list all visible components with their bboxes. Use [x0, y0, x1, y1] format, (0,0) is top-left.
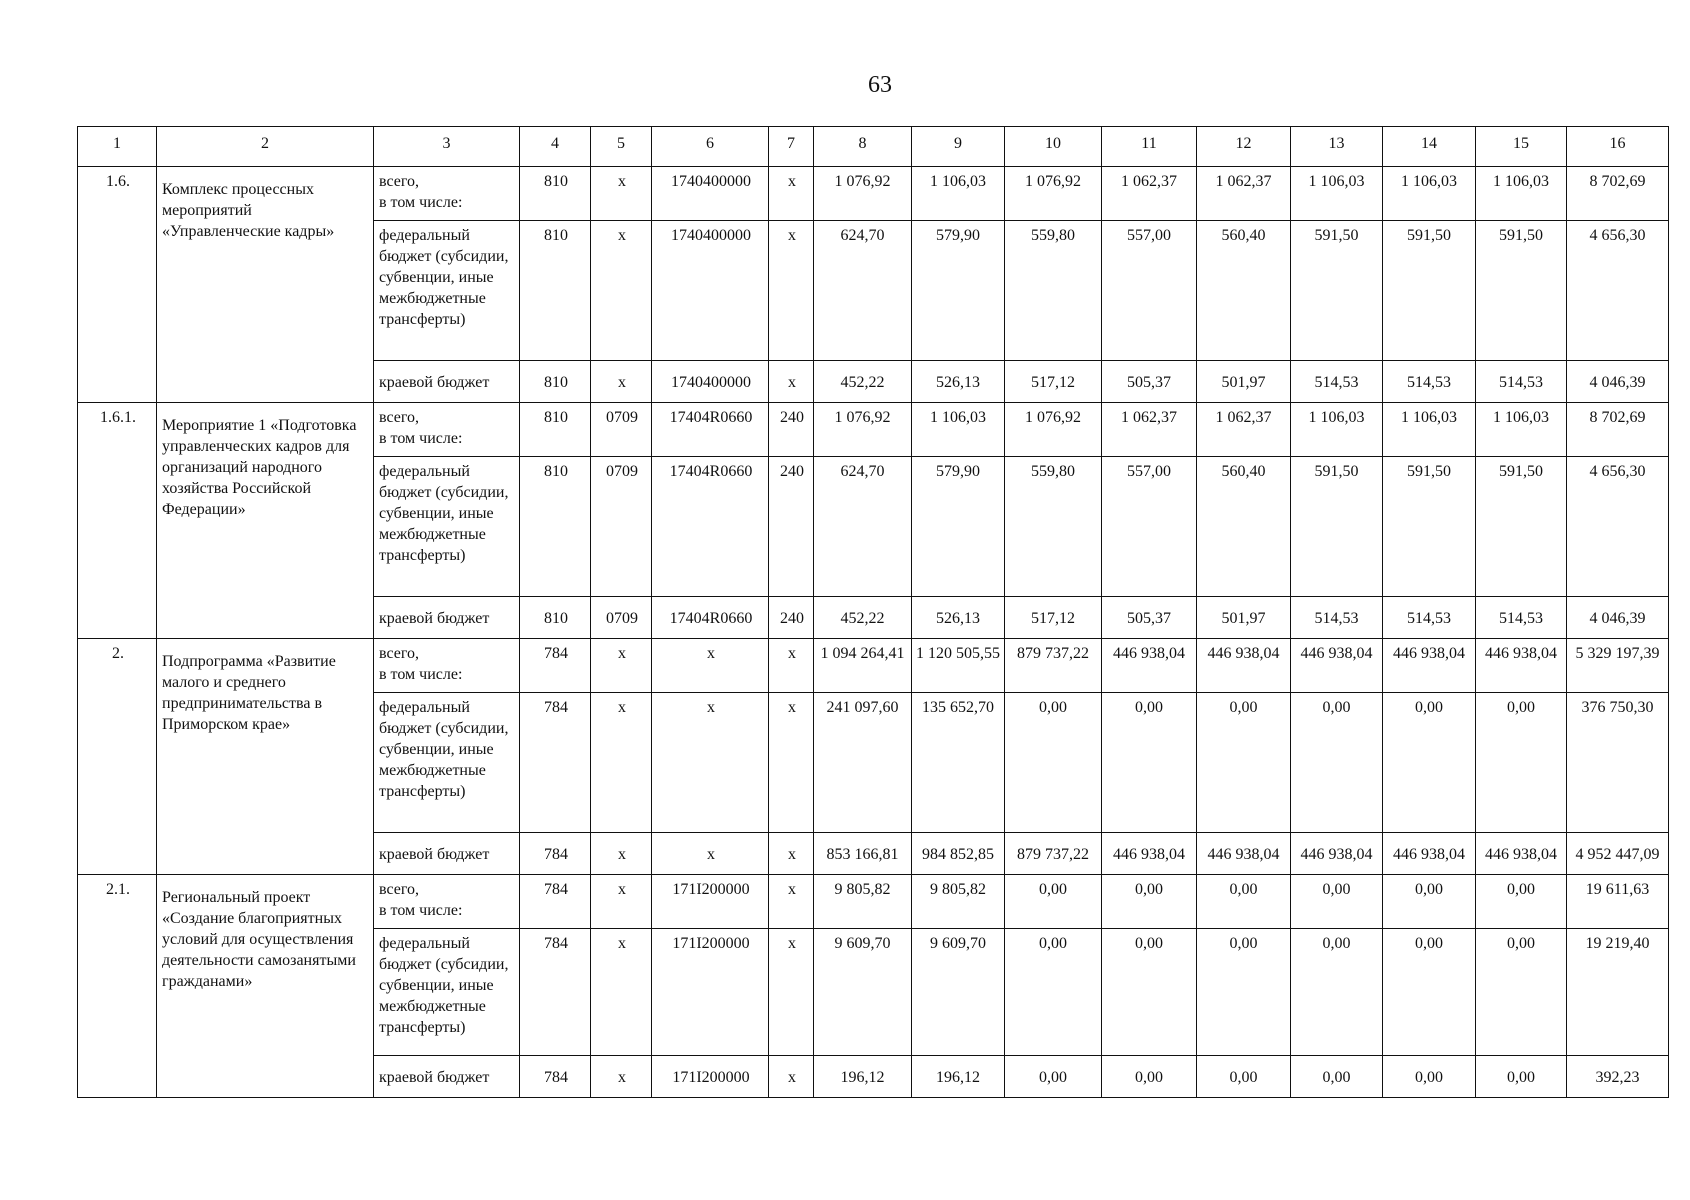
value-cell: 591,50 [1476, 457, 1567, 597]
value-cell: 4 046,39 [1567, 597, 1669, 639]
value-cell: 1 062,37 [1102, 403, 1197, 457]
code-cell: 0709 [591, 403, 652, 457]
page-number: 63 [868, 72, 892, 98]
code-cell: 810 [520, 597, 591, 639]
value-cell: 0,00 [1005, 1056, 1102, 1098]
value-cell: 0,00 [1476, 1056, 1567, 1098]
code-cell: х [591, 1056, 652, 1098]
value-cell: 4 046,39 [1567, 361, 1669, 403]
header-cell: 1 [78, 127, 157, 167]
value-cell: 0,00 [1476, 929, 1567, 1056]
header-cell: 6 [652, 127, 769, 167]
value-cell: 1 120 505,55 [912, 639, 1005, 693]
code-cell: х [591, 167, 652, 221]
value-cell: 5 329 197,39 [1567, 639, 1669, 693]
value-cell: 559,80 [1005, 457, 1102, 597]
code-cell: 171I200000 [652, 929, 769, 1056]
value-cell: 514,53 [1383, 597, 1476, 639]
value-cell: 452,22 [814, 597, 912, 639]
value-cell: 4 952 447,09 [1567, 833, 1669, 875]
value-cell: 591,50 [1476, 221, 1567, 361]
value-cell: 0,00 [1383, 1056, 1476, 1098]
value-cell: 452,22 [814, 361, 912, 403]
header-cell: 5 [591, 127, 652, 167]
value-cell: 0,00 [1102, 1056, 1197, 1098]
value-cell: 0,00 [1383, 693, 1476, 833]
value-cell: 1 106,03 [912, 403, 1005, 457]
value-cell: 8 702,69 [1567, 167, 1669, 221]
code-cell: х [591, 693, 652, 833]
value-cell: 517,12 [1005, 597, 1102, 639]
code-cell: 171I200000 [652, 1056, 769, 1098]
value-cell: 557,00 [1102, 221, 1197, 361]
value-cell: 0,00 [1291, 1056, 1383, 1098]
code-cell: 240 [769, 403, 814, 457]
value-cell: 514,53 [1476, 361, 1567, 403]
funding-source: всего, в том числе: [374, 403, 520, 457]
value-cell: 560,40 [1197, 457, 1291, 597]
code-cell: 1740400000 [652, 167, 769, 221]
code-cell: 784 [520, 875, 591, 929]
value-cell: 1 106,03 [1383, 403, 1476, 457]
code-cell: 0709 [591, 457, 652, 597]
value-cell: 0,00 [1383, 929, 1476, 1056]
value-cell: 0,00 [1291, 929, 1383, 1056]
value-cell: 196,12 [912, 1056, 1005, 1098]
table-row [78, 167, 1669, 221]
code-cell: 1740400000 [652, 361, 769, 403]
value-cell: 505,37 [1102, 597, 1197, 639]
value-cell: 505,37 [1102, 361, 1197, 403]
value-cell: 446 938,04 [1291, 833, 1383, 875]
value-cell: 0,00 [1197, 1056, 1291, 1098]
value-cell: 1 076,92 [1005, 167, 1102, 221]
table-row [78, 639, 1669, 693]
value-cell: 0,00 [1197, 875, 1291, 929]
table-body [78, 127, 1669, 1098]
header-cell: 13 [1291, 127, 1383, 167]
code-cell: х [591, 833, 652, 875]
header-cell: 10 [1005, 127, 1102, 167]
value-cell: 517,12 [1005, 361, 1102, 403]
value-cell: 19 611,63 [1567, 875, 1669, 929]
code-cell: 810 [520, 221, 591, 361]
header-cell: 9 [912, 127, 1005, 167]
value-cell: 446 938,04 [1102, 833, 1197, 875]
value-cell: 392,23 [1567, 1056, 1669, 1098]
code-cell: 784 [520, 929, 591, 1056]
code-cell: х [769, 833, 814, 875]
table-row [78, 875, 1669, 929]
header-cell: 7 [769, 127, 814, 167]
header-cell: 11 [1102, 127, 1197, 167]
value-cell: 4 656,30 [1567, 221, 1669, 361]
funding-source: краевой бюджет [374, 597, 520, 639]
value-cell: 624,70 [814, 457, 912, 597]
value-cell: 526,13 [912, 361, 1005, 403]
funding-source: всего, в том числе: [374, 639, 520, 693]
code-cell: х [769, 639, 814, 693]
value-cell: 1 106,03 [1291, 403, 1383, 457]
row-number: 1.6.1. [78, 403, 157, 639]
header-cell: 16 [1567, 127, 1669, 167]
funding-source: федеральный бюджет (субсидии, субвенции, иные межбюджетные трансферты) [374, 929, 520, 1056]
value-cell: 559,80 [1005, 221, 1102, 361]
value-cell: 9 609,70 [912, 929, 1005, 1056]
value-cell: 446 938,04 [1383, 833, 1476, 875]
value-cell: 0,00 [1197, 929, 1291, 1056]
funding-source: федеральный бюджет (субсидии, субвенции, иные межбюджетные трансферты) [374, 221, 520, 361]
code-cell: х [591, 875, 652, 929]
value-cell: 1 076,92 [814, 167, 912, 221]
code-cell: х [769, 693, 814, 833]
value-cell: 591,50 [1383, 221, 1476, 361]
code-cell: 240 [769, 597, 814, 639]
value-cell: 1 106,03 [912, 167, 1005, 221]
value-cell: 0,00 [1005, 929, 1102, 1056]
code-cell: 171I200000 [652, 875, 769, 929]
code-cell: 810 [520, 167, 591, 221]
code-cell: 810 [520, 403, 591, 457]
value-cell: 591,50 [1291, 457, 1383, 597]
value-cell: 446 938,04 [1476, 639, 1567, 693]
code-cell: 0709 [591, 597, 652, 639]
code-cell: 240 [769, 457, 814, 597]
table-row [78, 403, 1669, 457]
code-cell: 810 [520, 361, 591, 403]
row-number: 2.1. [78, 875, 157, 1098]
header-cell: 3 [374, 127, 520, 167]
value-cell: 196,12 [814, 1056, 912, 1098]
value-cell: 1 106,03 [1476, 403, 1567, 457]
value-cell: 579,90 [912, 457, 1005, 597]
code-cell: х [769, 167, 814, 221]
header-cell: 2 [157, 127, 374, 167]
value-cell: 4 656,30 [1567, 457, 1669, 597]
code-cell: х [591, 361, 652, 403]
value-cell: 624,70 [814, 221, 912, 361]
header-row [78, 127, 1669, 167]
header-cell: 4 [520, 127, 591, 167]
code-cell: 17404R0660 [652, 457, 769, 597]
value-cell: 560,40 [1197, 221, 1291, 361]
value-cell: 1 106,03 [1476, 167, 1567, 221]
value-cell: 591,50 [1291, 221, 1383, 361]
funding-source: всего, в том числе: [374, 875, 520, 929]
code-cell: х [591, 221, 652, 361]
value-cell: 0,00 [1102, 875, 1197, 929]
value-cell: 0,00 [1476, 693, 1567, 833]
value-cell: 135 652,70 [912, 693, 1005, 833]
row-name: Подпрограмма «Развитие малого и среднего предпринимательства в Приморском крае» [157, 639, 374, 875]
row-name: Комплекс процессных мероприятий «Управленческие кадры» [157, 167, 374, 403]
code-cell: х [769, 361, 814, 403]
value-cell: 1 106,03 [1383, 167, 1476, 221]
value-cell: 1 094 264,41 [814, 639, 912, 693]
budget-table [77, 126, 1669, 1098]
value-cell: 0,00 [1383, 875, 1476, 929]
code-cell: 784 [520, 693, 591, 833]
code-cell: 17404R0660 [652, 597, 769, 639]
value-cell: 9 805,82 [814, 875, 912, 929]
value-cell: 557,00 [1102, 457, 1197, 597]
value-cell: 9 805,82 [912, 875, 1005, 929]
funding-source: всего, в том числе: [374, 167, 520, 221]
code-cell: х [591, 639, 652, 693]
value-cell: 446 938,04 [1197, 833, 1291, 875]
value-cell: 514,53 [1291, 361, 1383, 403]
value-cell: 879 737,22 [1005, 833, 1102, 875]
row-number: 1.6. [78, 167, 157, 403]
code-cell: х [769, 221, 814, 361]
value-cell: 19 219,40 [1567, 929, 1669, 1056]
value-cell: 0,00 [1291, 875, 1383, 929]
value-cell: 579,90 [912, 221, 1005, 361]
value-cell: 446 938,04 [1383, 639, 1476, 693]
value-cell: 514,53 [1291, 597, 1383, 639]
value-cell: 446 938,04 [1102, 639, 1197, 693]
value-cell: 1 106,03 [1291, 167, 1383, 221]
value-cell: 591,50 [1383, 457, 1476, 597]
value-cell: 1 062,37 [1197, 403, 1291, 457]
value-cell: 984 852,85 [912, 833, 1005, 875]
code-cell: 810 [520, 457, 591, 597]
value-cell: 0,00 [1005, 875, 1102, 929]
value-cell: 1 062,37 [1102, 167, 1197, 221]
value-cell: 514,53 [1476, 597, 1567, 639]
value-cell: 0,00 [1005, 693, 1102, 833]
value-cell: 0,00 [1476, 875, 1567, 929]
header-cell: 8 [814, 127, 912, 167]
row-name: Региональный проект «Создание благоприятных условий для осуществления деятельности самозанятыми гражданами» [157, 875, 374, 1098]
value-cell: 0,00 [1197, 693, 1291, 833]
value-cell: 376 750,30 [1567, 693, 1669, 833]
row-name: Мероприятие 1 «Подготовка управленческих кадров для организаций народного хозяйства Российской Федерации» [157, 403, 374, 639]
value-cell: 446 938,04 [1197, 639, 1291, 693]
code-cell: х [652, 693, 769, 833]
value-cell: 1 076,92 [814, 403, 912, 457]
code-cell: х [769, 875, 814, 929]
value-cell: 1 076,92 [1005, 403, 1102, 457]
value-cell: 241 097,60 [814, 693, 912, 833]
funding-source: краевой бюджет [374, 833, 520, 875]
value-cell: 526,13 [912, 597, 1005, 639]
code-cell: х [591, 929, 652, 1056]
value-cell: 0,00 [1291, 693, 1383, 833]
value-cell: 0,00 [1102, 929, 1197, 1056]
value-cell: 9 609,70 [814, 929, 912, 1056]
header-cell: 12 [1197, 127, 1291, 167]
code-cell: 1740400000 [652, 221, 769, 361]
value-cell: 1 062,37 [1197, 167, 1291, 221]
code-cell: х [769, 929, 814, 1056]
value-cell: 501,97 [1197, 361, 1291, 403]
code-cell: 17404R0660 [652, 403, 769, 457]
row-number: 2. [78, 639, 157, 875]
header-cell: 15 [1476, 127, 1567, 167]
code-cell: х [652, 833, 769, 875]
funding-source: краевой бюджет [374, 1056, 520, 1098]
code-cell: 784 [520, 833, 591, 875]
value-cell: 879 737,22 [1005, 639, 1102, 693]
code-cell: 784 [520, 1056, 591, 1098]
value-cell: 0,00 [1102, 693, 1197, 833]
code-cell: х [769, 1056, 814, 1098]
value-cell: 446 938,04 [1476, 833, 1567, 875]
code-cell: 784 [520, 639, 591, 693]
value-cell: 446 938,04 [1291, 639, 1383, 693]
funding-source: федеральный бюджет (субсидии, субвенции, иные межбюджетные трансферты) [374, 693, 520, 833]
funding-source: федеральный бюджет (субсидии, субвенции, иные межбюджетные трансферты) [374, 457, 520, 597]
value-cell: 853 166,81 [814, 833, 912, 875]
header-cell: 14 [1383, 127, 1476, 167]
value-cell: 501,97 [1197, 597, 1291, 639]
value-cell: 514,53 [1383, 361, 1476, 403]
value-cell: 8 702,69 [1567, 403, 1669, 457]
code-cell: х [652, 639, 769, 693]
funding-source: краевой бюджет [374, 361, 520, 403]
